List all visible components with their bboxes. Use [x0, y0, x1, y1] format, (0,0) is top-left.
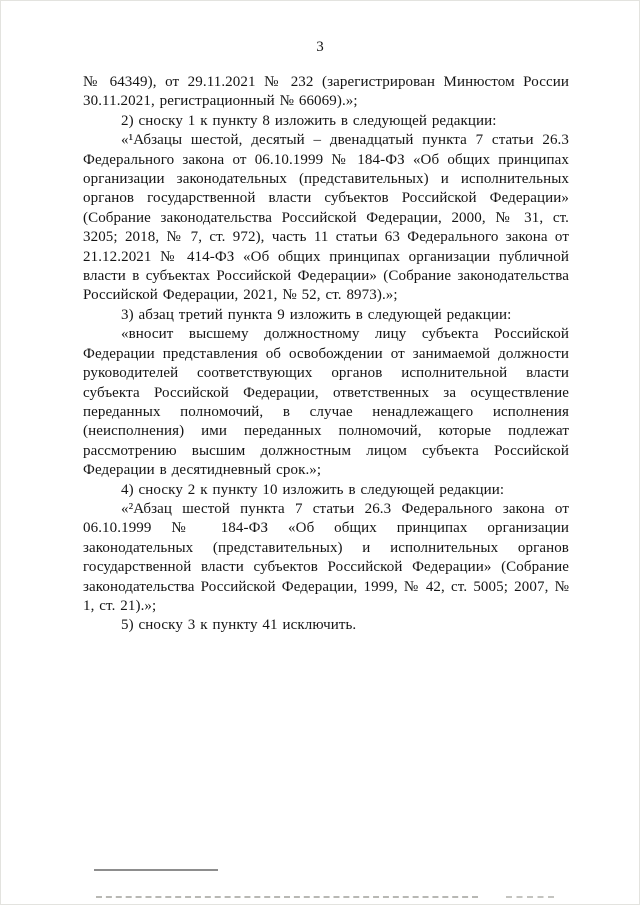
paragraph-item-2: 2) сноску 1 к пункту 8 изложить в следующей редакции:: [121, 112, 497, 129]
paragraph-continuation: № 64349), от 29.11.2021 № 232 (зарегистрирован Минюстом России 30.11.2021, регистрационный № 66069).»;: [83, 74, 569, 110]
paragraph-item-3: 3) абзац третий пункта 9 изложить в следующей редакции:: [121, 306, 512, 323]
paragraph-item-4: 4) сноску 2 к пункту 10 изложить в следующей редакции:: [121, 481, 505, 498]
paragraph-footnote-1-text: «¹Абзацы шестой, десятый – двенадцатый пункта 7 статьи 26.3 Федерального закона от 06.10.1999 № 184-ФЗ «Об общих принципах организации законодательных (представительных) и исполнительных органов государственной власти субъектов Российской Федерации» (Собрание законодательства Российской Федерации, 2000, № 31, ст. 3205; 2018, № 7, ст. 972), часть 11 статьи 63 Федерального закона от 21.12.2021 № 414-ФЗ «Об общих принципах организации публичной власти в субъектах Российской Федерации» (Собрание законодательства Российской Федерации, 2021, № 52, ст. 8973).»;: [83, 132, 569, 304]
paragraph-footnote-2-text: «²Абзац шестой пункта 7 статьи 26.3 Федерального закона от 06.10.1999 № 184-ФЗ «Об общих принципах организации законодательных (представительных) и исполнительных органов государственной власти субъектов Российской Федерации» (Собрание законодательства Российской Федерации, 1999, № 42, ст. 5005; 2007, № 1, ст. 21).»;: [83, 500, 569, 614]
document-body: [83, 73, 569, 636]
scan-artifact-dashes: [96, 896, 478, 898]
scan-artifact-line: [94, 869, 218, 871]
paragraph-item-5: 5) сноску 3 к пункту 41 исключить.: [121, 617, 357, 634]
page-number: 3: [316, 39, 324, 55]
paragraph-quoted-text: «вносит высшему должностному лицу субъекта Российской Федерации представления об освобождении от занимаемой должности руководителей соответствующих органов исполнительной власти субъекта Российской Федерации, ответственных за осуществление переданных полномочий, в случае ненадлежащего исполнения (неисполнения) ими переданных полномочий, которые подлежат рассмотрению высшим должностным лицом субъекта Российской Федерации в десятидневный срок.»;: [83, 326, 569, 479]
scan-artifact-dashes-right: [506, 896, 554, 898]
